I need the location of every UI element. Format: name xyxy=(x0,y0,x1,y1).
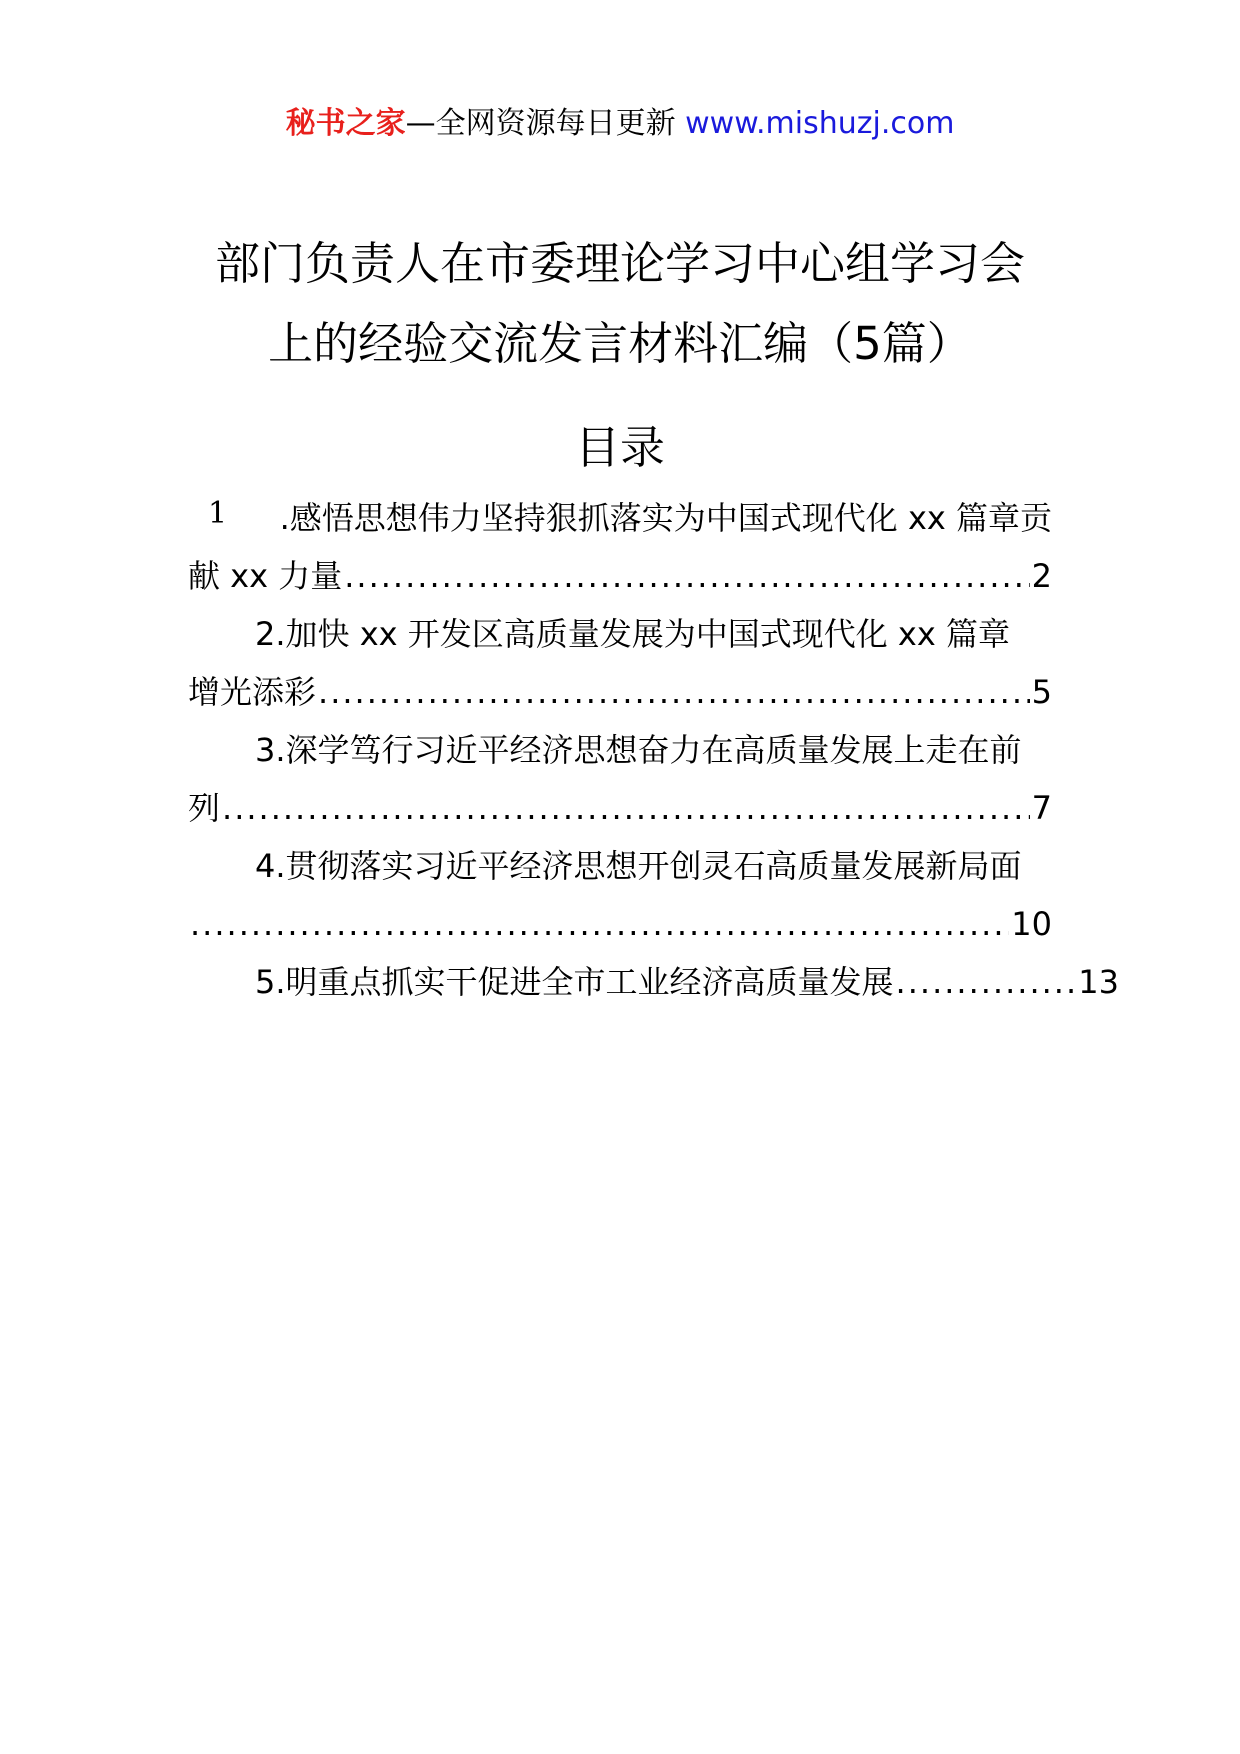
brand-name: 秘书之家 xyxy=(285,106,406,141)
toc-item-1-number: 1 xyxy=(208,496,228,531)
toc-leader-dots xyxy=(190,900,1009,948)
toc-item-5-text: 5.明重点抓实干促进全市工业经济高质量发展 xyxy=(255,963,894,1001)
site-header xyxy=(0,102,1240,146)
toc-leader-dots xyxy=(896,958,1077,1006)
toc-item-5-line-1[interactable] xyxy=(188,958,1119,1006)
toc-item-3-text-end: 列 xyxy=(188,789,221,827)
toc-item-2-line-2[interactable] xyxy=(188,668,1052,716)
toc-item-4-page: 10 xyxy=(1011,905,1052,943)
toc-item-2-line-1[interactable]: 2.加快 xx 开发区高质量发展为中国式现代化 xx 篇章 xyxy=(255,615,1010,653)
toc-item-1-line-2[interactable] xyxy=(188,552,1052,600)
toc-item-5-page: 13 xyxy=(1078,963,1119,1001)
toc-item-3-line-2[interactable] xyxy=(188,784,1052,832)
toc-item-2-text-end: 增光添彩 xyxy=(188,673,317,711)
toc-leader-dots xyxy=(318,668,1030,716)
toc-item-1-page: 2 xyxy=(1031,557,1052,595)
header-tagline: —全网资源每日更新 xyxy=(405,106,676,141)
document-title-line-1: 部门负责人在市委理论学习中心组学习会 xyxy=(214,237,1025,290)
toc-heading: 目录 xyxy=(574,421,665,474)
toc-item-1-text-end: 献 xx 力量 xyxy=(188,557,343,595)
site-url-link[interactable]: www.mishuzj.com xyxy=(685,106,955,141)
toc-item-4-line-1[interactable]: 4.贯彻落实习近平经济思想开创灵石高质量发展新局面 xyxy=(255,847,1022,885)
toc-item-2-page: 5 xyxy=(1031,673,1052,711)
toc-item-3-page: 7 xyxy=(1031,789,1052,827)
toc-leader-dots xyxy=(222,784,1030,832)
document-title xyxy=(140,224,1100,384)
toc-item-4-line-2[interactable] xyxy=(188,900,1052,948)
toc-item-3-line-1[interactable]: 3.深学笃行习近平经济思想奋力在高质量发展上走在前 xyxy=(255,731,1022,769)
toc-item-1-line-1[interactable]: .感悟思想伟力坚持狠抓落实为中国式现代化 xx 篇章贡 xyxy=(279,499,1052,537)
toc-leader-dots xyxy=(344,552,1029,600)
document-title-line-2: 上的经验交流发言材料汇编（5篇） xyxy=(268,317,972,370)
